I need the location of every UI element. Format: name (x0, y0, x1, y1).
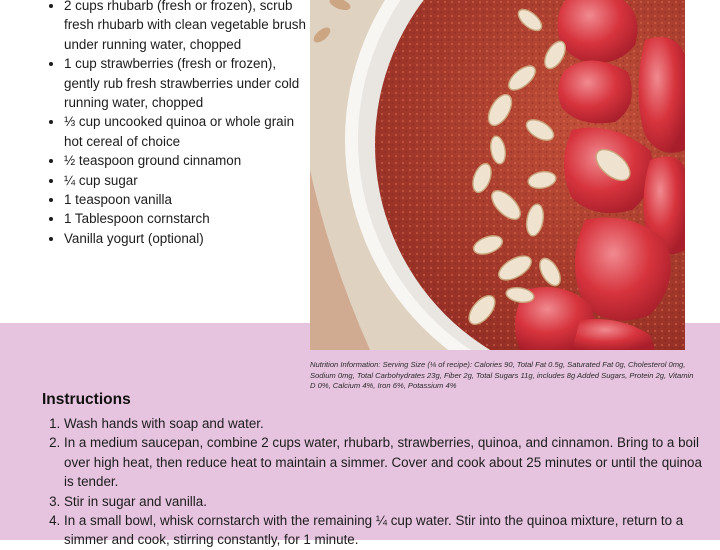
instructions-list (42, 414, 714, 550)
ingredient-item: • 1 teaspoon vanilla (64, 190, 314, 209)
ingredient-item: • ¼ cup sugar (64, 171, 314, 190)
nutrition-information: Nutrition Information: Serving Size (⅛ of recipe): Calories 90, Total Fat 0.5g, Saturated Fat 0g, Cholesterol 0mg, Sodium 0mg, Total Carbohydrates 23g, Fiber 2g, Total Sugars 11g, includes 8g Added Sugars, Protein 2g, Vitamin D 0%, Calcium 4%, Iron 6%, Potassium 4% (310, 360, 694, 391)
recipe-photo (310, 0, 685, 350)
ingredient-item: • 2 cups rhubarb (fresh or frozen), scrub fresh rhubarb with clean vegetable brush under running water, chopped (64, 0, 314, 54)
ingredient-item: • 1 Tablespoon cornstarch (64, 209, 314, 228)
instruction-step: 2. In a medium saucepan, combine 2 cups water, rhubarb, strawberries, quinoa, and cinnamon. Bring to a boil over high heat, then reduce heat to maintain a simmer. Cover and cook about 25 minutes or until the quinoa is tender. (64, 433, 714, 491)
instruction-step: 1. Wash hands with soap and water. (64, 414, 714, 433)
ingredients-list (48, 0, 314, 248)
instructions-heading: Instructions (42, 391, 131, 408)
ingredient-item: • 1 cup strawberries (fresh or frozen), gently rub fresh strawberries under cold running water, chopped (64, 54, 314, 112)
instruction-step: 4. In a small bowl, whisk cornstarch with the remaining ¼ cup water. Stir into the quinoa mixture, return to a simmer and cook, stirring constantly, for 1 minute. (64, 511, 714, 550)
quinoa-bowl-illustration (310, 0, 685, 350)
instruction-step: 3. Stir in sugar and vanilla. (64, 492, 714, 511)
ingredient-item: • ⅓ cup uncooked quinoa or whole grain hot cereal of choice (64, 112, 314, 151)
ingredient-item: • ½ teaspoon ground cinnamon (64, 151, 314, 170)
ingredient-item: • Vanilla yogurt (optional) (64, 229, 314, 248)
